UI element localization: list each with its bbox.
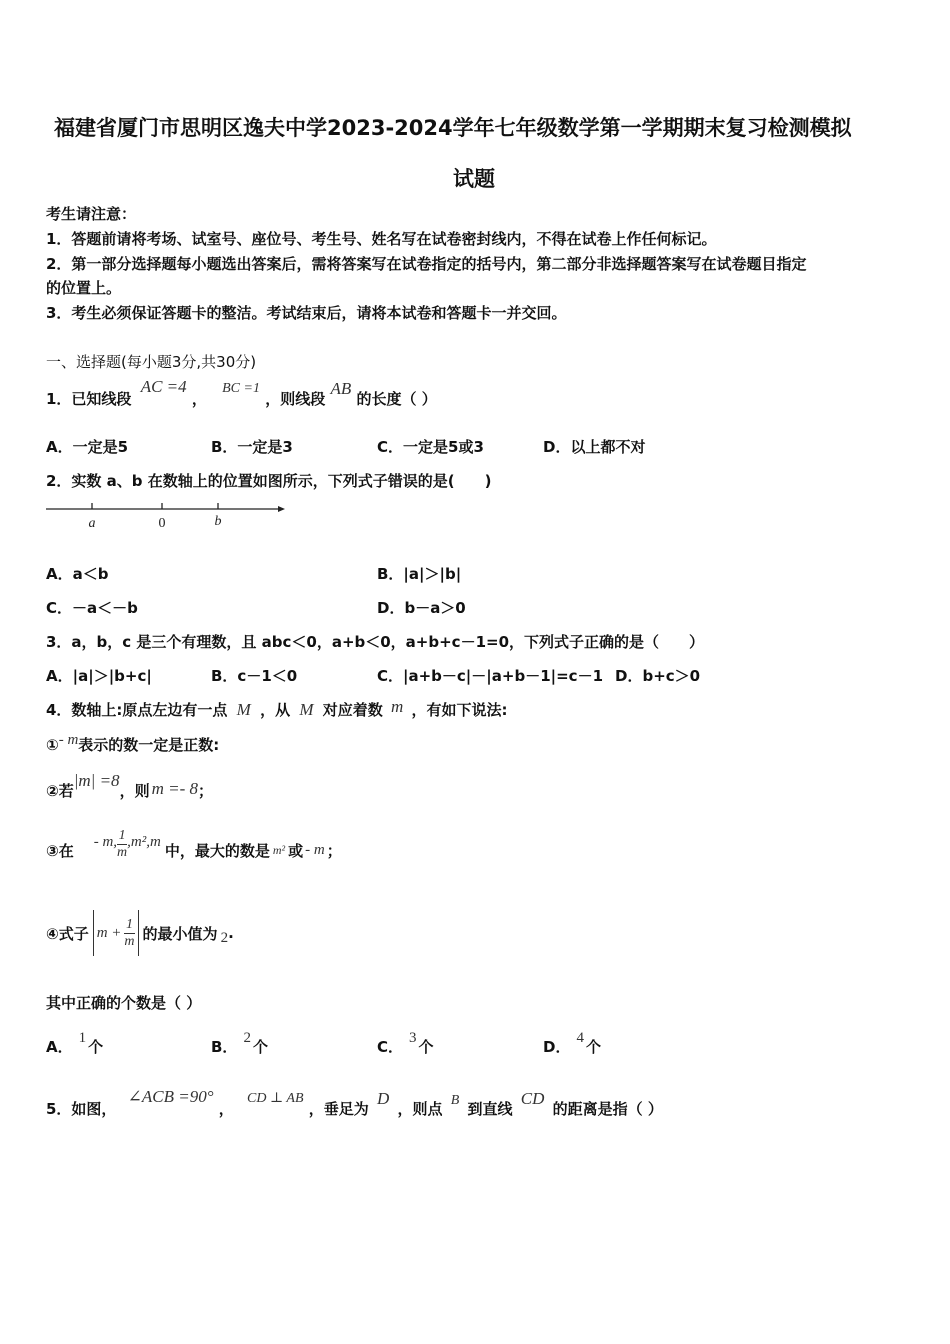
q5-sep: ， xyxy=(218,1100,234,1118)
question-1-stem xyxy=(46,377,437,409)
q4-s3-pre: ③在 xyxy=(46,841,74,860)
q4-s2-math-value: m =- 8 xyxy=(151,779,198,798)
q4-s4-mid: 的最小值为 xyxy=(142,924,218,943)
axis-label-a: a xyxy=(88,516,96,531)
q5-math-d: D xyxy=(376,1089,390,1108)
q2-option-c: C．－a＜－b xyxy=(46,599,138,617)
option-label: B． xyxy=(211,1038,238,1056)
q5-math-b: B xyxy=(450,1093,460,1108)
notice-item: 1．答题前请将考场、试室号、座位号、考生号、姓名写在试卷密封线内，不得在试卷上作任何标记。 xyxy=(46,230,717,248)
q4-s2-post: ； xyxy=(198,782,214,800)
q4-s4-math-m: m + xyxy=(96,924,122,941)
option-label: D． xyxy=(543,1038,571,1056)
title-line-2: 试题 xyxy=(453,167,495,191)
q3-option-d: D．b+c＞0 xyxy=(615,667,701,685)
q1-mid: ，则线段 xyxy=(265,390,326,408)
q5-math-angle: ∠ACB =90° xyxy=(127,1087,214,1106)
question-4-stem xyxy=(46,699,508,720)
q4-statement-3 xyxy=(46,826,342,874)
fraction-numerator: 1 xyxy=(125,916,133,932)
q1-option-b: B．一定是3 xyxy=(211,438,293,456)
q4-s2-mid: ，则 xyxy=(119,782,150,800)
number-line-figure xyxy=(46,498,286,534)
q1-math-ab: AB xyxy=(330,379,352,398)
q2-option-d: D．b－a＞0 xyxy=(377,599,466,617)
q5-prefix: 5．如图， xyxy=(46,1100,117,1118)
q1-option-c: C．一定是5或3 xyxy=(377,438,484,456)
q3-option-c: C．|a+b－c|－|a+b－1|=c－1 xyxy=(377,667,604,685)
fraction-denominator: m xyxy=(124,933,135,949)
option-unit: 个 xyxy=(88,1038,104,1056)
q4-s3-or: 或 xyxy=(288,841,304,860)
option-number: 2 xyxy=(243,1030,251,1046)
question-3-stem: 3．a，b，c 是三个有理数，且 abc＜0，a+b＜0，a+b+c－1=0，下列式子正确的是（ ） xyxy=(46,633,705,651)
q4-s4-fraction xyxy=(124,917,134,950)
notice-item: 2．第一部分选择题每小题选出答案后，需将答案写在试卷指定的括号内，第二部分非选择题答案写在试卷题目指定 xyxy=(46,255,807,273)
q5-mid1: ，垂足为 xyxy=(308,1100,369,1118)
q4-stem-c: 对应着数 xyxy=(322,701,383,719)
option-number: 1 xyxy=(78,1030,87,1046)
axis-label-b: b xyxy=(214,514,222,529)
q4-s2-math-abs: |m| =8 xyxy=(73,771,120,790)
q4-statement-1 xyxy=(46,734,219,755)
q1-suffix: 的长度（ ） xyxy=(356,390,437,408)
q4-s3-math-d: - m xyxy=(305,841,325,858)
option-label: C． xyxy=(377,1038,404,1056)
q3-option-a: A．|a|＞|b+c| xyxy=(46,667,152,685)
q1-sep: ， xyxy=(191,390,207,408)
q3-option-b: B．c－1＜0 xyxy=(211,667,298,685)
q1-prefix: 1．已知线段 xyxy=(46,390,132,408)
q4-ask: 其中正确的个数是（ ） xyxy=(46,994,202,1012)
question-2-stem: 2．实数 a、b 在数轴上的位置如图所示，下列式子错误的是( ) xyxy=(46,472,492,490)
q4-s3-math-b: ,m²,m xyxy=(127,833,161,850)
section-heading: 一、选择题(每小题3分,共30分) xyxy=(46,353,257,371)
q4-s2-pre: ②若 xyxy=(46,782,74,800)
q5-math-cd: CD xyxy=(520,1089,545,1108)
q4-s4-post: . xyxy=(228,924,234,942)
q2-option-a: A．a＜b xyxy=(46,565,109,583)
q4-s1-post: 表示的数一定是正数: xyxy=(78,736,220,754)
q4-s1-math: - m xyxy=(58,732,79,748)
fraction-denominator: m xyxy=(117,844,128,860)
option-unit: 个 xyxy=(252,1038,268,1056)
option-label: A． xyxy=(46,1038,73,1056)
notice-item: 的位置上。 xyxy=(46,279,122,297)
q1-option-d: D．以上都不对 xyxy=(543,438,646,456)
q5-suffix: 的距离是指（ ） xyxy=(552,1100,663,1118)
q2-option-b: B．|a|＞|b| xyxy=(377,565,462,583)
q4-stem-b: ，从 xyxy=(260,701,291,719)
q4-s4-pre: ④式子 xyxy=(46,924,89,943)
option-unit: 个 xyxy=(418,1038,434,1056)
arrow-icon xyxy=(278,506,285,512)
q4-math-M: M xyxy=(236,700,251,719)
q4-s3-fraction xyxy=(117,828,127,861)
axis-label-0: 0 xyxy=(158,516,166,531)
q4-s3-post: ； xyxy=(326,841,342,860)
title-line-1: 福建省厦门市思明区逸夫中学2023-2024学年七年级数学第一学期期末复习检测模拟 xyxy=(54,116,852,140)
q5-math-perp: CD ⊥ AB xyxy=(247,1091,304,1106)
q4-math-M: M xyxy=(299,700,314,719)
q5-mid2: ，则点 xyxy=(397,1100,443,1118)
q4-s3-math-a: - m, xyxy=(93,833,118,850)
q4-s3-math-c: m² xyxy=(272,842,286,857)
q4-statement-2 xyxy=(46,771,214,801)
q4-option-d xyxy=(543,1030,601,1057)
option-number: 4 xyxy=(576,1030,584,1046)
q4-stem-d: ，有如下说法: xyxy=(411,701,508,719)
q4-s1-pre: ① xyxy=(46,736,59,754)
q1-math-ac: AC =4 xyxy=(140,377,187,396)
q4-option-b xyxy=(211,1030,268,1057)
q5-mid3: 到直线 xyxy=(467,1100,513,1118)
notice-heading: 考生请注意： xyxy=(46,205,137,223)
q1-option-a: A．一定是5 xyxy=(46,438,129,456)
q4-statement-4 xyxy=(46,907,234,959)
option-number: 3 xyxy=(409,1030,417,1046)
q4-s3-mid: 中，最大的数是 xyxy=(164,841,270,860)
q4-option-c xyxy=(377,1030,434,1057)
q4-option-a xyxy=(46,1030,104,1057)
option-unit: 个 xyxy=(585,1038,601,1056)
notice-item: 3．考生必须保证答题卡的整洁。考试结束后，请将本试卷和答题卡一并交回。 xyxy=(46,304,567,322)
q4-stem-a: 4．数轴上:原点左边有一点 xyxy=(46,701,228,719)
fraction-numerator: 1 xyxy=(118,827,126,843)
q4-math-m: m xyxy=(390,697,404,716)
q4-s4-value: 2 xyxy=(220,929,229,946)
q1-math-bc: BC =1 xyxy=(222,381,260,396)
q4-s4-abs-expression xyxy=(93,910,139,956)
question-5-stem xyxy=(46,1087,663,1119)
